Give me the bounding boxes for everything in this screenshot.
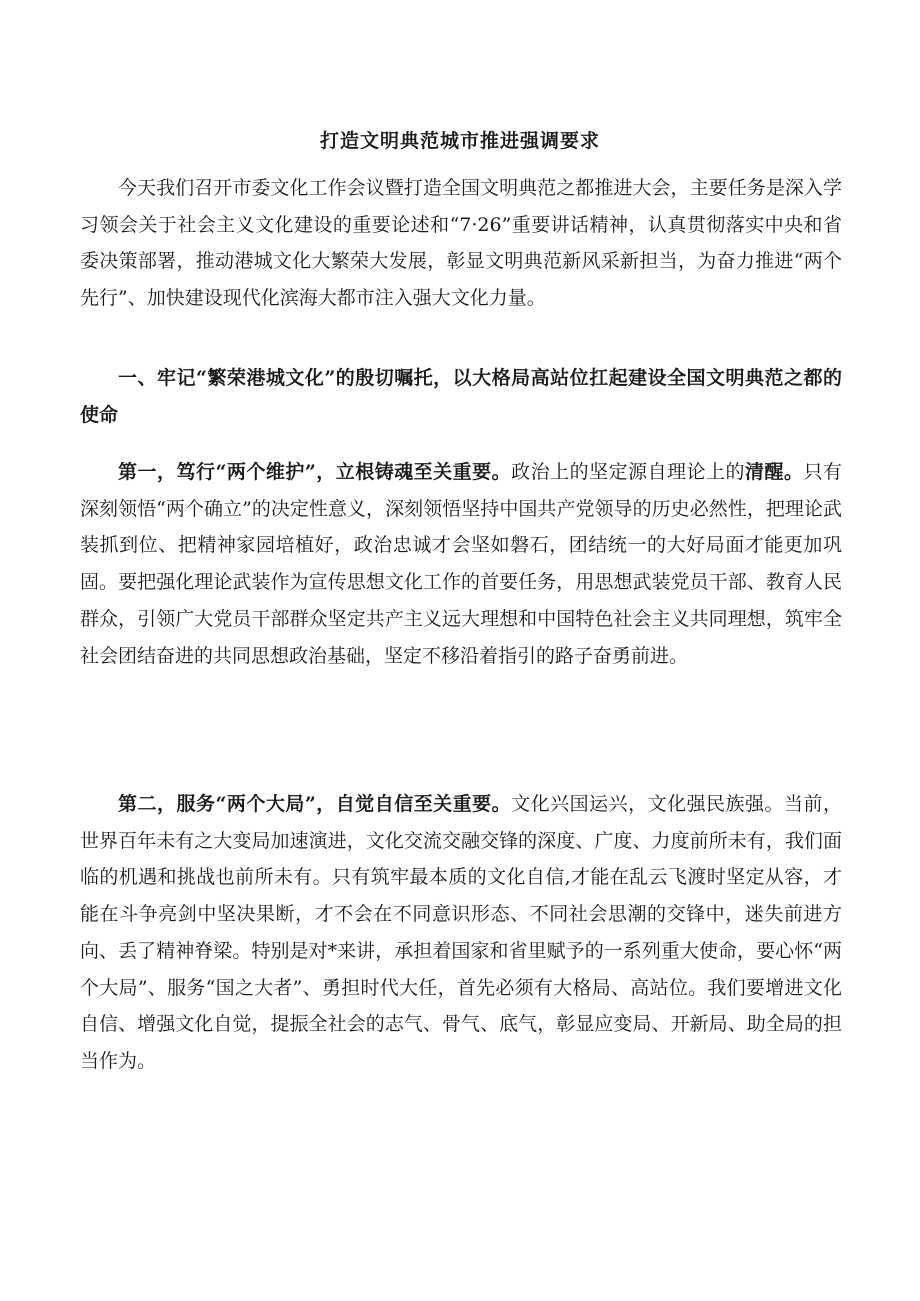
- point-two-paragraph: [80, 786, 842, 1080]
- point-one-body-continued: 只有深刻领悟“两个确立”的决定性意义，深刻领悟坚持中国共产党领导的历史必然性，把理论武装抓到位、把精神家园培植好，政治忠诚才会坚如磐石，团结统一的大好局面才能更加巩固。要把强化理论武装作为宣传思想文化工作的首要任务，用思想武装党员干部、教育人民群众，引领广大党员干部群众坚定共产主义远大理想和中国特色社会主义共同理想，筑牢全社会团结奋进的共同思想政治基础，坚定不移沿着指引的路子奋勇前进。: [80, 461, 842, 667]
- point-one-body: 政治上的坚定源自理论上的: [511, 461, 746, 483]
- point-one-body-bold: 清醒。: [745, 461, 804, 483]
- point-two-lead: 第二，服务“两个大局”，自觉自信至关重要。: [118, 793, 512, 815]
- point-one-lead: 第一，笃行“两个维护”，立根铸魂至关重要。: [118, 461, 512, 483]
- point-two-body: 文化兴国运兴，文化强民族强。当前，世界百年未有之大变局加速演进，文化交流交融交锋的深度、广度、力度前所未有，我们面临的机遇和挑战也前所未有。只有筑牢最本质的文化自信,才能在乱云飞渡时坚定从容，才能在斗争亮剑中坚决果断，才不会在不同意识形态、不同社会思潮的交锋中，迷失前进方向、丢了精神脊梁。特别是对*来讲，承担着国家和省里赋予的一系列重大使命，要心怀“两个大局”、服务“国之大者”、勇担时代大任，首先必须有大格局、高站位。我们要增进文化自信、增强文化自觉，提振全社会的志气、骨气、底气，彰显应变局、开新局、助全局的担当作为。: [80, 793, 842, 1072]
- section-heading: 一、牢记“繁荣港城文化”的殷切嘱托，以大格局高站位扛起建设全国文明典范之都的使命: [80, 367, 842, 426]
- document-title: 打造文明典范城市推进强调要求: [319, 130, 600, 152]
- intro-paragraph: 今天我们召开市委文化工作会议暨打造全国文明典范之都推进大会，主要任务是深入学习领会关于社会主义文化建设的重要论述和“7·26”重要讲话精神，认真贯彻落实中央和省委决策部署，推动港城文化大繁荣大发展，彰显文明典范新风采新担当，为奋力推进“两个先行”、加快建设现代化滨海大都市注入强大文化力量。: [80, 177, 842, 310]
- point-one-paragraph: [80, 454, 842, 674]
